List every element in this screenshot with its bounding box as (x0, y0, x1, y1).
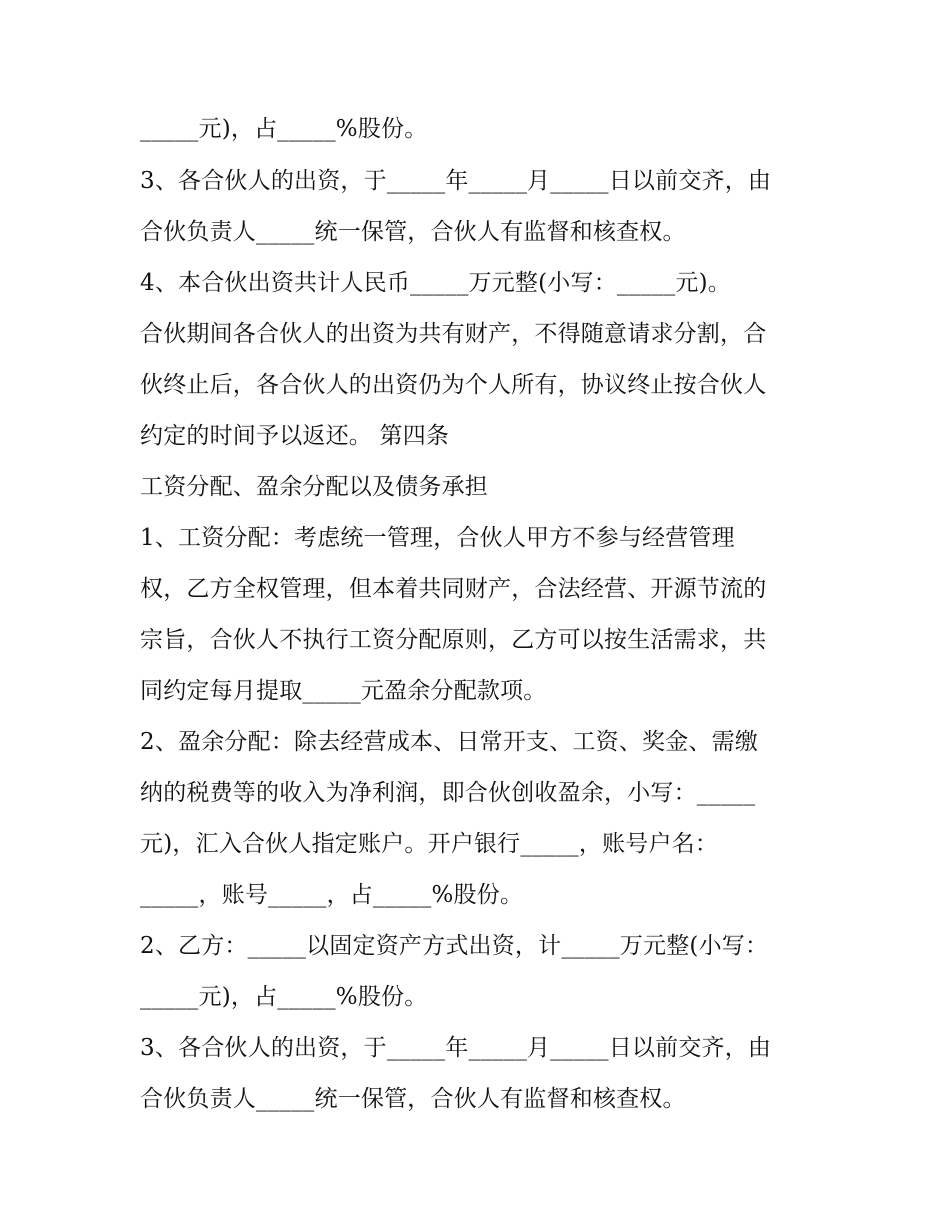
text-line: _____元)，占_____%股份。 (140, 116, 428, 142)
text-line: 2、盈余分配：除去经营成本、日常开支、工资、奖金、需缴 (140, 729, 759, 755)
text-line: 2、乙方：_____以固定资产方式出资，计_____万元整(小写： (140, 933, 769, 959)
text-line: _____元)，占_____%股份。 (140, 984, 428, 1010)
text-line: 同约定每月提取_____元盈余分配款项。 (140, 678, 547, 704)
text-line: _____，账号_____，占_____%股份。 (140, 882, 524, 908)
text-line: 宗旨，合伙人不执行工资分配原则，乙方可以按生活需求，共 (140, 627, 767, 653)
text-line: 权，乙方全权管理，但本着共同财产，合法经营、开源节流的 (140, 576, 767, 602)
text-line: 元)，汇入合伙人指定账户。开户银行_____，账号户名： (140, 831, 719, 857)
text-line: 纳的税费等的收入为净利润，即合伙创收盈余，小写：_____ (140, 780, 756, 806)
text-line: 合伙负责人_____统一保管，合伙人有监督和核查权。 (140, 1086, 686, 1112)
text-line: 约定的时间予以返还。 第四条 (140, 423, 450, 449)
text-line: 4、本合伙出资共计人民币_____万元整(小写：_____元)。 (140, 270, 731, 296)
text-line: 伙终止后，各合伙人的出资仍为个人所有，协议终止按合伙人 (140, 372, 767, 398)
text-line: 3、各合伙人的出资，于_____年_____月_____日以前交齐，由 (140, 168, 772, 194)
text-line: 合伙负责人_____统一保管，合伙人有监督和核查权。 (140, 219, 686, 245)
text-line: 1、工资分配：考虑统一管理，合伙人甲方不参与经营管理 (140, 525, 735, 551)
section-heading: 工资分配、盈余分配以及债务承担 (140, 474, 488, 500)
text-line: 合伙期间各合伙人的出资为共有财产，不得随意请求分割，合 (140, 321, 767, 347)
text-line: 3、各合伙人的出资，于_____年_____月_____日以前交齐，由 (140, 1035, 772, 1061)
